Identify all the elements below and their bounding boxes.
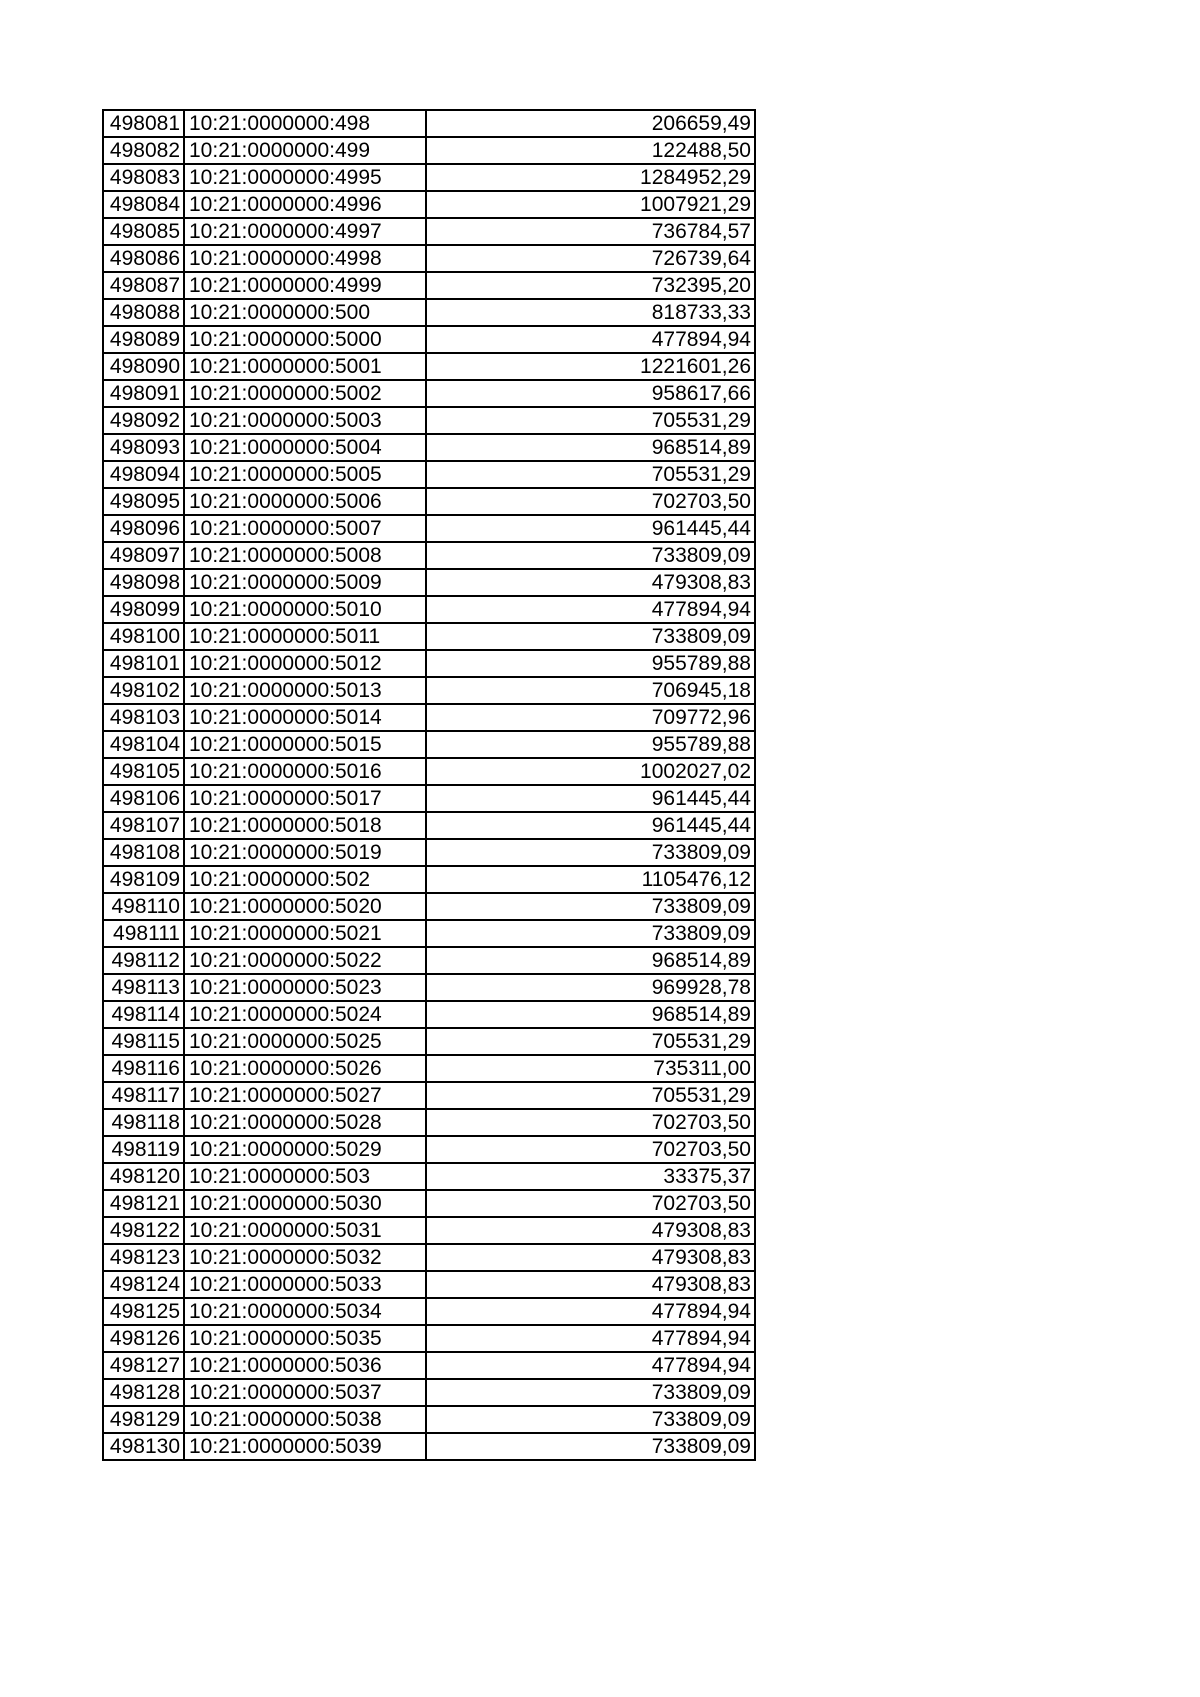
row-id-cell: 498085 (103, 218, 184, 245)
value-cell: 479308,83 (426, 1244, 755, 1271)
value-cell: 705531,29 (426, 461, 755, 488)
cadastral-number-cell: 10:21:0000000:5028 (184, 1109, 426, 1136)
table-row (103, 704, 755, 731)
table-row (103, 785, 755, 812)
value-cell: 733809,09 (426, 542, 755, 569)
table-row (103, 542, 755, 569)
value-cell: 955789,88 (426, 731, 755, 758)
table-row (103, 1136, 755, 1163)
value-cell: 702703,50 (426, 1109, 755, 1136)
table-row (103, 1190, 755, 1217)
cadastral-number-cell: 10:21:0000000:5019 (184, 839, 426, 866)
table-row (103, 1298, 755, 1325)
table-row (103, 839, 755, 866)
value-cell: 733809,09 (426, 920, 755, 947)
table-row (103, 1055, 755, 1082)
row-id-cell: 498102 (103, 677, 184, 704)
row-id-cell: 498101 (103, 650, 184, 677)
cadastral-number-cell: 10:21:0000000:5013 (184, 677, 426, 704)
table-row (103, 191, 755, 218)
table-row (103, 1109, 755, 1136)
row-id-cell: 498089 (103, 326, 184, 353)
value-cell: 479308,83 (426, 1271, 755, 1298)
table-row (103, 1379, 755, 1406)
row-id-cell: 498098 (103, 569, 184, 596)
cadastral-number-cell: 10:21:0000000:4995 (184, 164, 426, 191)
table-row (103, 731, 755, 758)
cadastral-number-cell: 10:21:0000000:5027 (184, 1082, 426, 1109)
cadastral-number-cell: 10:21:0000000:5022 (184, 947, 426, 974)
cadastral-number-cell: 10:21:0000000:4996 (184, 191, 426, 218)
value-cell: 733809,09 (426, 839, 755, 866)
value-cell: 1221601,26 (426, 353, 755, 380)
cadastral-number-cell: 10:21:0000000:5037 (184, 1379, 426, 1406)
table-row (103, 974, 755, 1001)
row-id-cell: 498083 (103, 164, 184, 191)
row-id-cell: 498115 (103, 1028, 184, 1055)
cadastral-number-cell: 10:21:0000000:5039 (184, 1433, 426, 1460)
value-cell: 818733,33 (426, 299, 755, 326)
cadastral-number-cell: 10:21:0000000:502 (184, 866, 426, 893)
row-id-cell: 498113 (103, 974, 184, 1001)
cadastral-number-cell: 10:21:0000000:5018 (184, 812, 426, 839)
cadastral-number-cell: 10:21:0000000:5036 (184, 1352, 426, 1379)
cadastral-number-cell: 10:21:0000000:5004 (184, 434, 426, 461)
row-id-cell: 498123 (103, 1244, 184, 1271)
value-cell: 477894,94 (426, 596, 755, 623)
cadastral-number-cell: 10:21:0000000:5030 (184, 1190, 426, 1217)
row-id-cell: 498107 (103, 812, 184, 839)
row-id-cell: 498087 (103, 272, 184, 299)
cadastral-number-cell: 10:21:0000000:4997 (184, 218, 426, 245)
value-cell: 733809,09 (426, 1379, 755, 1406)
table-row (103, 1163, 755, 1190)
row-id-cell: 498082 (103, 137, 184, 164)
value-cell: 961445,44 (426, 515, 755, 542)
row-id-cell: 498127 (103, 1352, 184, 1379)
table-row (103, 380, 755, 407)
cadastral-number-cell: 10:21:0000000:5002 (184, 380, 426, 407)
table-row (103, 1244, 755, 1271)
cadastral-number-cell: 10:21:0000000:5010 (184, 596, 426, 623)
cadastral-number-cell: 10:21:0000000:499 (184, 137, 426, 164)
value-cell: 479308,83 (426, 1217, 755, 1244)
row-id-cell: 498128 (103, 1379, 184, 1406)
cadastral-number-cell: 10:21:0000000:500 (184, 299, 426, 326)
cadastral-number-cell: 10:21:0000000:5026 (184, 1055, 426, 1082)
row-id-cell: 498097 (103, 542, 184, 569)
cadastral-number-cell: 10:21:0000000:5038 (184, 1406, 426, 1433)
value-cell: 968514,89 (426, 434, 755, 461)
value-cell: 1002027,02 (426, 758, 755, 785)
table-row (103, 1028, 755, 1055)
value-cell: 122488,50 (426, 137, 755, 164)
row-id-cell: 498095 (103, 488, 184, 515)
table-row (103, 1433, 755, 1460)
value-cell: 961445,44 (426, 812, 755, 839)
table-row (103, 353, 755, 380)
value-cell: 733809,09 (426, 1433, 755, 1460)
table-row (103, 650, 755, 677)
row-id-cell: 498121 (103, 1190, 184, 1217)
table-row (103, 299, 755, 326)
table-row (103, 461, 755, 488)
row-id-cell: 498096 (103, 515, 184, 542)
table-row (103, 164, 755, 191)
row-id-cell: 498093 (103, 434, 184, 461)
value-cell: 732395,20 (426, 272, 755, 299)
value-cell: 477894,94 (426, 326, 755, 353)
value-cell: 955789,88 (426, 650, 755, 677)
table-body (103, 110, 755, 1460)
value-cell: 702703,50 (426, 1190, 755, 1217)
value-cell: 479308,83 (426, 569, 755, 596)
value-cell: 706945,18 (426, 677, 755, 704)
row-id-cell: 498088 (103, 299, 184, 326)
cadastral-number-cell: 10:21:0000000:503 (184, 1163, 426, 1190)
row-id-cell: 498112 (103, 947, 184, 974)
table-row (103, 1271, 755, 1298)
value-cell: 968514,89 (426, 947, 755, 974)
row-id-cell: 498104 (103, 731, 184, 758)
table-row (103, 866, 755, 893)
value-cell: 206659,49 (426, 110, 755, 137)
row-id-cell: 498109 (103, 866, 184, 893)
value-cell: 726739,64 (426, 245, 755, 272)
row-id-cell: 498122 (103, 1217, 184, 1244)
row-id-cell: 498094 (103, 461, 184, 488)
table-row (103, 1082, 755, 1109)
row-id-cell: 498119 (103, 1136, 184, 1163)
row-id-cell: 498111 (103, 920, 184, 947)
row-id-cell: 498100 (103, 623, 184, 650)
cadastral-number-cell: 10:21:0000000:5024 (184, 1001, 426, 1028)
value-cell: 702703,50 (426, 488, 755, 515)
row-id-cell: 498099 (103, 596, 184, 623)
row-id-cell: 498090 (103, 353, 184, 380)
cadastral-number-cell: 10:21:0000000:5023 (184, 974, 426, 1001)
value-cell: 968514,89 (426, 1001, 755, 1028)
value-cell: 702703,50 (426, 1136, 755, 1163)
row-id-cell: 498118 (103, 1109, 184, 1136)
row-id-cell: 498117 (103, 1082, 184, 1109)
value-cell: 477894,94 (426, 1298, 755, 1325)
cadastral-number-cell: 10:21:0000000:4999 (184, 272, 426, 299)
value-cell: 33375,37 (426, 1163, 755, 1190)
table-row (103, 326, 755, 353)
row-id-cell: 498126 (103, 1325, 184, 1352)
value-cell: 705531,29 (426, 407, 755, 434)
row-id-cell: 498129 (103, 1406, 184, 1433)
cadastral-number-cell: 10:21:0000000:5029 (184, 1136, 426, 1163)
row-id-cell: 498108 (103, 839, 184, 866)
row-id-cell: 498105 (103, 758, 184, 785)
table-row (103, 623, 755, 650)
table-row (103, 407, 755, 434)
row-id-cell: 498130 (103, 1433, 184, 1460)
cadastral-number-cell: 10:21:0000000:5035 (184, 1325, 426, 1352)
table-row (103, 137, 755, 164)
cadastral-number-cell: 10:21:0000000:5017 (184, 785, 426, 812)
value-cell: 958617,66 (426, 380, 755, 407)
cadastral-number-cell: 10:21:0000000:5014 (184, 704, 426, 731)
table-row (103, 920, 755, 947)
table-row (103, 434, 755, 461)
value-cell: 705531,29 (426, 1028, 755, 1055)
cadastral-number-cell: 10:21:0000000:5007 (184, 515, 426, 542)
row-id-cell: 498084 (103, 191, 184, 218)
cadastral-number-cell: 10:21:0000000:5006 (184, 488, 426, 515)
table-row (103, 947, 755, 974)
table-row (103, 1001, 755, 1028)
table-row (103, 596, 755, 623)
value-cell: 709772,96 (426, 704, 755, 731)
value-cell: 961445,44 (426, 785, 755, 812)
table-row (103, 245, 755, 272)
table-row (103, 1325, 755, 1352)
cadastral-number-cell: 10:21:0000000:5034 (184, 1298, 426, 1325)
table-row (103, 758, 755, 785)
table-row (103, 569, 755, 596)
row-id-cell: 498103 (103, 704, 184, 731)
value-cell: 477894,94 (426, 1325, 755, 1352)
table-row (103, 1406, 755, 1433)
value-cell: 736784,57 (426, 218, 755, 245)
cadastral-number-cell: 10:21:0000000:5009 (184, 569, 426, 596)
value-cell: 733809,09 (426, 893, 755, 920)
row-id-cell: 498116 (103, 1055, 184, 1082)
cadastral-number-cell: 10:21:0000000:5001 (184, 353, 426, 380)
cadastral-number-cell: 10:21:0000000:4998 (184, 245, 426, 272)
row-id-cell: 498081 (103, 110, 184, 137)
row-id-cell: 498120 (103, 1163, 184, 1190)
cadastral-number-cell: 10:21:0000000:5025 (184, 1028, 426, 1055)
row-id-cell: 498110 (103, 893, 184, 920)
value-cell: 1105476,12 (426, 866, 755, 893)
table-row (103, 218, 755, 245)
row-id-cell: 498086 (103, 245, 184, 272)
value-cell: 733809,09 (426, 623, 755, 650)
cadastral-number-cell: 10:21:0000000:5020 (184, 893, 426, 920)
cadastral-number-cell: 10:21:0000000:5021 (184, 920, 426, 947)
cadastral-number-cell: 10:21:0000000:5000 (184, 326, 426, 353)
table-row (103, 812, 755, 839)
cadastral-number-cell: 10:21:0000000:5033 (184, 1271, 426, 1298)
table-row (103, 272, 755, 299)
value-cell: 705531,29 (426, 1082, 755, 1109)
cadastral-number-cell: 10:21:0000000:5011 (184, 623, 426, 650)
value-cell: 1284952,29 (426, 164, 755, 191)
value-cell: 1007921,29 (426, 191, 755, 218)
cadastral-number-cell: 10:21:0000000:5005 (184, 461, 426, 488)
table-row (103, 1217, 755, 1244)
row-id-cell: 498114 (103, 1001, 184, 1028)
cadastral-number-cell: 10:21:0000000:5031 (184, 1217, 426, 1244)
row-id-cell: 498106 (103, 785, 184, 812)
row-id-cell: 498125 (103, 1298, 184, 1325)
cadastral-number-cell: 10:21:0000000:498 (184, 110, 426, 137)
value-cell: 733809,09 (426, 1406, 755, 1433)
row-id-cell: 498091 (103, 380, 184, 407)
table-row (103, 1352, 755, 1379)
table-row (103, 488, 755, 515)
row-id-cell: 498124 (103, 1271, 184, 1298)
row-id-cell: 498092 (103, 407, 184, 434)
cadastral-number-cell: 10:21:0000000:5032 (184, 1244, 426, 1271)
cadastral-number-cell: 10:21:0000000:5012 (184, 650, 426, 677)
table-row (103, 893, 755, 920)
data-table (102, 109, 756, 1461)
cadastral-number-cell: 10:21:0000000:5015 (184, 731, 426, 758)
table-row (103, 677, 755, 704)
cadastral-number-cell: 10:21:0000000:5008 (184, 542, 426, 569)
table-row (103, 515, 755, 542)
value-cell: 477894,94 (426, 1352, 755, 1379)
cadastral-number-cell: 10:21:0000000:5003 (184, 407, 426, 434)
cadastral-number-cell: 10:21:0000000:5016 (184, 758, 426, 785)
value-cell: 969928,78 (426, 974, 755, 1001)
table-row (103, 110, 755, 137)
value-cell: 735311,00 (426, 1055, 755, 1082)
